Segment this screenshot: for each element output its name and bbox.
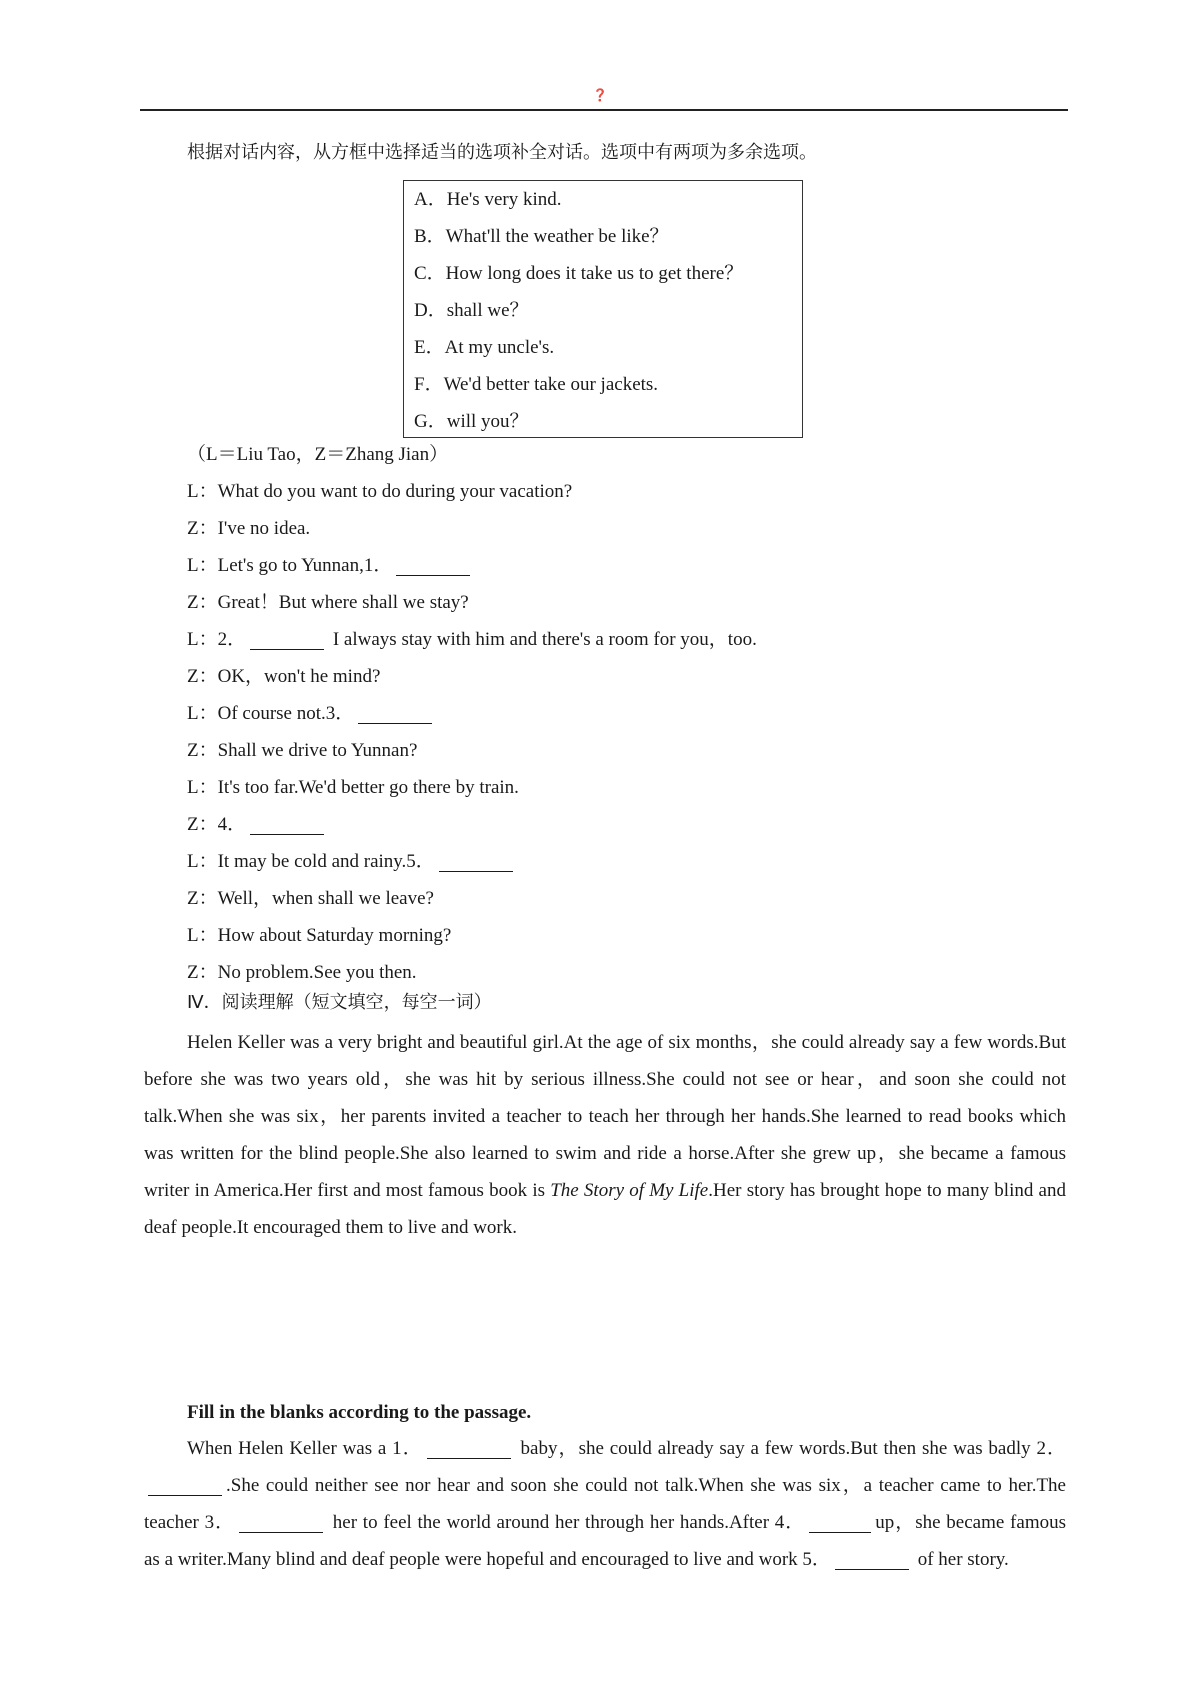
- summary-blank-1[interactable]: [427, 1457, 511, 1459]
- option-e: E．At my uncle's.: [414, 337, 555, 358]
- summary-text: her to feel the world around her through her hands.After 4．: [327, 1512, 806, 1533]
- summary-blank-4[interactable]: [809, 1531, 871, 1533]
- dialogue-line: [187, 510, 1067, 547]
- option-f: F．We'd better take our jackets.: [414, 374, 659, 395]
- passage-text: Helen Keller was a very bright and beautiful girl.At the age of six months，she could already say a few words.But before she was two years old，she was hit by serious illness.She could not see or hear，and soon she could not talk.When she was six，her parents invited a teacher to teach her through her hands.She learned to read books which was written for the blind people.She also learned to swim and ride a horse.After she grew up，she became a famous writer in America.Her first and most famous book is: [144, 1032, 1066, 1201]
- dialogue-text: Z：No problem.See you then.: [187, 962, 417, 983]
- dialogue-text: L：Of course not.3．: [187, 703, 355, 724]
- option-d: D．shall we？: [414, 300, 529, 321]
- instruction-text: 根据对话内容，从方框中选择适当的选项补全对话。选项中有两项为多余选项。: [187, 142, 817, 163]
- dialogue-text: I always stay with him and there's a room for you，too.: [328, 629, 757, 650]
- exercise-subtitle: Fill in the blanks according to the passage.: [187, 1402, 532, 1423]
- summary-text: .She could neither see nor hear and soon she could not talk.When she was six，a teacher came to her.The teacher 3．: [144, 1475, 1066, 1533]
- dialogue-text: L：It's too far.We'd better go there by train.: [187, 777, 519, 798]
- dialogue-text: L：How about Saturday morning?: [187, 925, 452, 946]
- header-rule: [140, 109, 1068, 111]
- options-box: [403, 180, 803, 438]
- answer-blank-2[interactable]: [250, 648, 324, 650]
- dialogue-line: [187, 547, 1067, 584]
- dialogue-text: L：Let's go to Yunnan,1．: [187, 555, 393, 576]
- summary-text: up，she became famous as a writer.Many blind and deaf people were hopeful and encouraged to live and work 5．: [144, 1512, 1066, 1570]
- summary-text: baby，she could already say a few words.But then she was badly 2．: [514, 1438, 1066, 1459]
- summary-paragraph: [144, 1430, 1066, 1578]
- dialogue-text: L：2．: [187, 629, 247, 650]
- dialogue-line: [187, 880, 1067, 917]
- header-mark: ❓: [592, 88, 608, 102]
- dialogue-line: [187, 806, 1067, 843]
- dialogue-line: [187, 769, 1067, 806]
- passage-text: .Her story has brought hope to many blind and deaf people.It encouraged them to live and work.: [144, 1180, 1066, 1238]
- option-a: A．He's very kind.: [414, 189, 562, 210]
- summary-text: of her story.: [912, 1549, 1009, 1570]
- option-c: C．How long does it take us to get there？: [414, 263, 744, 284]
- dialogue-line: [187, 732, 1067, 769]
- dialogue-text: L：What do you want to do during your vacation?: [187, 481, 573, 502]
- answer-blank-5[interactable]: [439, 870, 513, 872]
- reading-passage: [144, 1024, 1066, 1246]
- dialogue-line: [187, 695, 1067, 732]
- answer-blank-3[interactable]: [358, 722, 432, 724]
- dialogue-text: Z：4．: [187, 814, 247, 835]
- dialogue: [187, 436, 1067, 991]
- dialogue-line: [187, 917, 1067, 954]
- dialogue-line: [187, 621, 1067, 658]
- dialogue-line: [187, 473, 1067, 510]
- section-title: Ⅳ．阅读理解（短文填空，每空一词）: [187, 992, 492, 1013]
- summary-blank-3[interactable]: [239, 1531, 323, 1533]
- dialogue-text: Z：Shall we drive to Yunnan?: [187, 740, 418, 761]
- dialogue-text: Z：Great！But where shall we stay?: [187, 592, 469, 613]
- dialogue-text: Z：I've no idea.: [187, 518, 311, 539]
- dialogue-text: L：It may be cold and rainy.5．: [187, 851, 435, 872]
- summary-text: When Helen Keller was a 1．: [187, 1438, 423, 1459]
- answer-blank-4[interactable]: [250, 833, 324, 835]
- roles-legend: （L＝Liu Tao，Z＝Zhang Jian）: [187, 444, 449, 465]
- dialogue-line: [187, 658, 1067, 695]
- dialogue-line: [187, 843, 1067, 880]
- dialogue-line: [187, 584, 1067, 621]
- option-b: B．What'll the weather be like？: [414, 226, 669, 247]
- dialogue-text: Z：OK，won't he mind?: [187, 666, 381, 687]
- dialogue-text: Z：Well，when shall we leave?: [187, 888, 434, 909]
- summary-blank-5[interactable]: [835, 1568, 909, 1570]
- option-g: G．will you？: [414, 411, 529, 432]
- summary-blank-2[interactable]: [148, 1494, 222, 1496]
- book-title: The Story of My Life: [550, 1180, 709, 1201]
- answer-blank-1[interactable]: [396, 574, 470, 576]
